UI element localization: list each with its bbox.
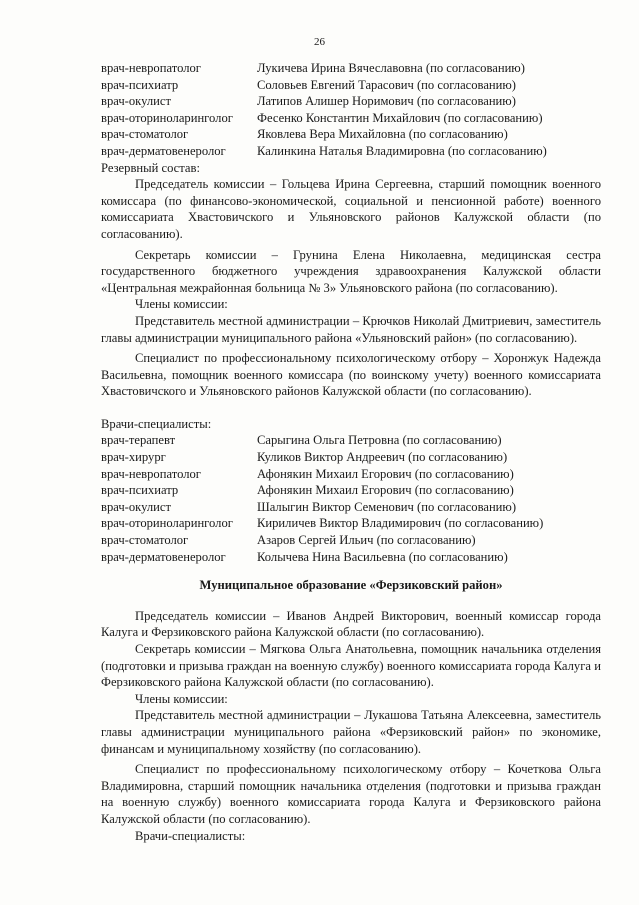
doctor-person: Фесенко Константин Михайлович (по согласованию)	[257, 110, 543, 125]
doctor-role: врач-невропатолог	[101, 466, 201, 481]
doctor-role: врач-окулист	[101, 499, 171, 514]
doctor-role: врач-психиатр	[101, 483, 179, 498]
ferz-doctors-label: Врачи-специалисты:	[135, 828, 246, 843]
list-item	[101, 126, 601, 143]
doctor-person: Куликов Виктор Андреевич (по согласованию)	[257, 450, 508, 465]
ferz-chair-paragraph: Председатель комиссии – Иванов Андрей Викторович, военный комиссар города Калуга и Ферзиковского района Калужской области (по согласованию).	[101, 608, 601, 640]
doctor-person: Латипов Алишер Норимович (по согласованию)	[257, 94, 516, 109]
doctor-person: Афонякин Михаил Егорович (по согласованию)	[257, 466, 514, 481]
reserve-secretary-paragraph: Секретарь комиссии – Грунина Елена Николаевна, медицинская сестра государственного бюджетного учреждения здравоохранения Калужской области «Центральная межрайонная больница № 3» Ульяновского района (по согласованию).	[101, 247, 601, 295]
doctor-person: Яковлева Вера Михайловна (по согласованию)	[257, 127, 508, 142]
reserve-psych-paragraph: Специалист по профессиональному психологическому отбору – Хоронжук Надежда Васильевна, помощник военного комиссара (по воинскому учету) военного комиссариата Хвастовичского и Ульяновского районов Калужской области (по согласованию).	[101, 351, 601, 399]
ferz-psych-paragraph: Специалист по профессиональному психологическому отбору – Кочеткова Ольга Владимировна, старший помощник начальника отделения (подготовки и призыва граждан на военную службу) военного комиссариата города Калуга и Ферзиковского района Калужской области (по согласованию).	[101, 762, 601, 826]
list-item	[101, 466, 601, 483]
reserve-chair-paragraph: Председатель комиссии – Гольцева Ирина Сергеевна, старший помощник военного комиссара (по финансово-экономической, социальной и пенсионной работе) военного комиссариата Хвастовичского и Ульяновского районов Калужской области (по согласованию).	[101, 177, 601, 241]
reserve-doctor-list	[101, 432, 601, 565]
doctor-person: Азаров Сергей Ильич (по согласованию)	[257, 533, 476, 548]
doctor-person: Кириличев Виктор Владимирович (по согласованию)	[257, 516, 544, 531]
list-item	[101, 482, 601, 499]
doctor-person: Шалыгин Виктор Семенович (по согласованию)	[257, 499, 517, 514]
doctor-role: врач-дерматовенеролог	[101, 143, 226, 158]
page-number: 26	[314, 36, 325, 48]
doctor-person: Афонякин Михаил Егорович (по согласованию)	[257, 483, 514, 498]
ferz-secretary-paragraph: Секретарь комиссии – Мягкова Ольга Анатольевна, помощник начальника отделения (подготовки и призыва граждан на военную службу) военного комиссариата города Калуга и Ферзиковского района Калужской области (по согласованию).	[101, 642, 601, 690]
doctor-role: врач-хирург	[101, 450, 166, 465]
list-item	[101, 143, 601, 160]
doctor-role: врач-оториноларинголог	[101, 516, 233, 531]
list-item	[101, 77, 601, 94]
doctor-role: врач-стоматолог	[101, 533, 189, 548]
doctor-role: врач-окулист	[101, 94, 171, 109]
doctor-person: Колычева Нина Васильевна (по согласованию)	[257, 549, 508, 564]
reserve-members-label: Члены комиссии:	[135, 297, 228, 312]
doctor-role: врач-оториноларинголог	[101, 110, 233, 125]
doctor-role: врач-терапевт	[101, 433, 176, 448]
list-item	[101, 515, 601, 532]
doctor-role: врач-невропатолог	[101, 61, 201, 75]
ferz-members-label: Члены комиссии:	[135, 691, 228, 706]
list-item	[101, 532, 601, 549]
doctors-label: Врачи-специалисты:	[101, 416, 212, 431]
list-item	[101, 549, 601, 566]
list-item	[101, 499, 601, 516]
top-doctor-list	[101, 60, 601, 160]
list-item	[101, 110, 601, 127]
list-item	[101, 449, 601, 466]
list-item	[101, 93, 601, 110]
doctor-role: врач-психиатр	[101, 77, 179, 92]
doctor-role: врач-дерматовенеролог	[101, 549, 226, 564]
doctor-person: Лукичева Ирина Вячеславовна (по согласованию)	[257, 61, 525, 75]
list-item	[101, 432, 601, 449]
doctor-role: врач-стоматолог	[101, 127, 189, 142]
reserve-admin-rep-paragraph: Представитель местной администрации – Крючков Николай Дмитриевич, заместитель главы администрации муниципального района «Ульяновский район» (по согласованию).	[101, 313, 601, 345]
list-item	[101, 60, 601, 77]
reserve-label: Резервный состав:	[101, 160, 200, 175]
ferz-admin-rep-paragraph: Представитель местной администрации – Лукашова Татьяна Алексеевна, заместитель главы администрации муниципального района «Ферзиковский район» по экономике, финансам и муниципальному хозяйству (по согласованию).	[101, 708, 601, 756]
doctor-person: Сарыгина Ольга Петровна (по согласованию)	[257, 433, 502, 448]
doctor-person: Калинкина Наталья Владимировна (по согласованию)	[257, 143, 547, 158]
page-content	[101, 60, 601, 844]
doctor-person: Соловьев Евгений Тарасович (по согласованию)	[257, 77, 516, 92]
section-heading: Муниципальное образование «Ферзиковский район»	[199, 578, 503, 593]
